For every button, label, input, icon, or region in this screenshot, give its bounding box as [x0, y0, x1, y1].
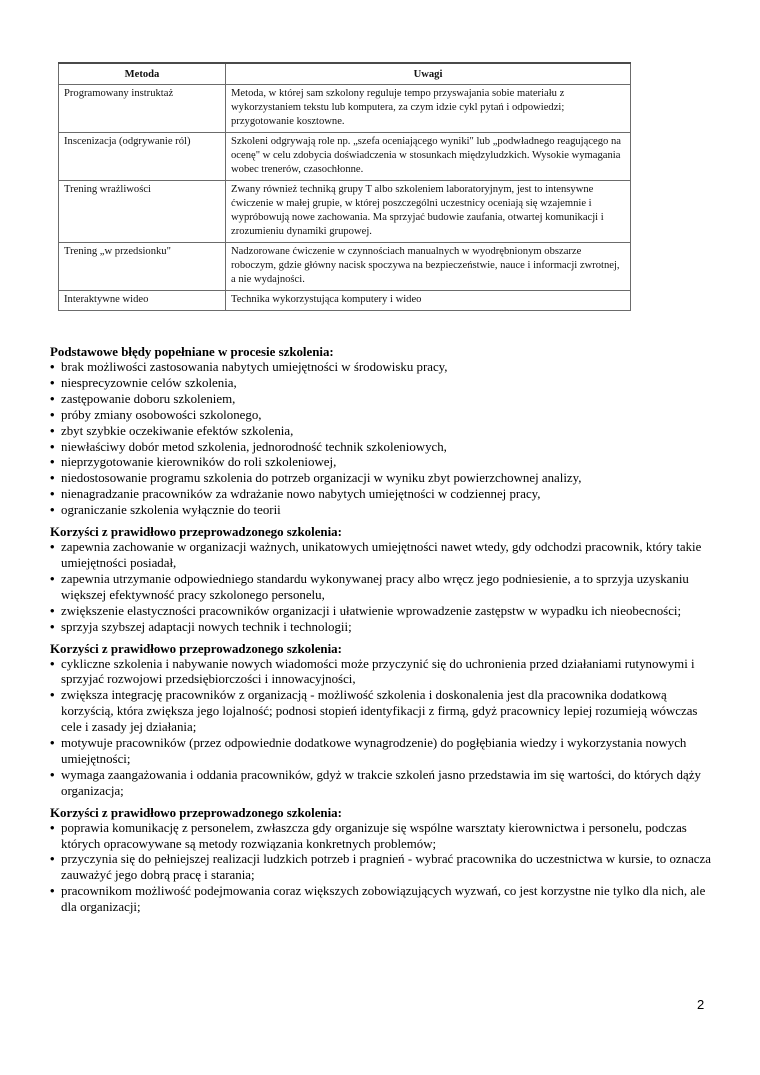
list-item: • niewłaściwy dobór metod szkolenia, jednorodność technik szkoleniowych,	[50, 440, 714, 456]
table-header-row	[59, 63, 631, 85]
page-number: 2	[697, 997, 705, 1012]
notes-cell: Technika wykorzystująca komputery i wideo	[226, 291, 631, 311]
list-item: • próby zmiany osobowości szkolonego,	[50, 408, 714, 424]
column-header-method: Metoda	[59, 63, 226, 85]
list-item: • zwiększa integrację pracowników z organizacją - możliwość szkolenia i doskonalenia jest dla pracownika dodatkową korzyścią, która zwiększa jego lojalność; podnosi stopień identyfikacji z firmą, gdyż pracownicy lepiej rozumieją wówczas cele i zasady jej działania;	[50, 688, 714, 736]
bullet-list	[50, 360, 714, 519]
table-row	[59, 181, 631, 243]
list-item: • pracownikom możliwość podejmowania coraz większych zobowiązujących wyzwań, co jest korzystne nie tylko dla nich, ale dla organizacji;	[50, 884, 714, 916]
list-item: • niesprecyzownie celów szkolenia,	[50, 376, 714, 392]
list-item: • nienagradzanie pracowników za wdrażanie nowo nabytych umiejętności w codziennej pracy,	[50, 487, 714, 503]
section-heading: Korzyści z prawidłowo przeprowadzonego szkolenia:	[50, 641, 342, 656]
method-cell: Programowany instruktaż	[59, 85, 226, 133]
notes-cell: Metoda, w której sam szkolony reguluje tempo przyswajania sobie materiału z wykorzystaniem tekstu lub komputera, za czym idzie cykl pytań i odpowiedzi; przygotowanie kosztowne.	[226, 85, 631, 133]
list-item: • wymaga zaangażowania i oddania pracowników, gdyż w trakcie szkoleń jasno przedstawia im się wartości, do których dąży organizacja;	[50, 768, 714, 800]
list-item: • zwiększenie elastyczności pracowników organizacji i ułatwienie wprowadzenie zastępstw w wypadku ich nieobecności;	[50, 604, 714, 620]
notes-cell: Zwany również techniką grupy T albo szkoleniem laboratoryjnym, jest to intensywne ćwiczenie w małej grupie, w której poszczególni uczestnicy oceniają się wzajemnie i wypróbowują nowe zachowania. Ma sprzyjać budowie zaufania, otwartej komunikacji i zrozumieniu dynamiki grupowej.	[226, 181, 631, 243]
notes-cell: Szkoleni odgrywają role np. „szefa oceniającego wyniki" lub „podwładnego reagującego na ocenę" w celu zdobycia doświadczenia w stosunkach międzyludzkich. Wysokie wymagania wobec trenerów, czasochłonne.	[226, 133, 631, 181]
table-row	[59, 85, 631, 133]
table-row	[59, 291, 631, 311]
list-item: • zapewnia zachowanie w organizacji ważnych, unikatowych umiejętności nawet wtedy, gdy odchodzi pracownik, który takie umiejętności posiadał,	[50, 540, 714, 572]
list-item: • zastępowanie doboru szkoleniem,	[50, 392, 714, 408]
list-item: • sprzyja szybszej adaptacji nowych technik i technologii;	[50, 620, 714, 636]
method-cell: Trening „w przedsionku"	[59, 243, 226, 291]
table-row	[59, 133, 631, 181]
list-item: • ograniczanie szkolenia wyłącznie do teorii	[50, 503, 714, 519]
section-benefits-2	[50, 641, 714, 800]
section-benefits-1	[50, 524, 714, 635]
list-item: • brak możliwości zastosowania nabytych umiejętności w środowisku pracy,	[50, 360, 714, 376]
table-row	[59, 243, 631, 291]
section-heading: Podstawowe błędy popełniane w procesie szkolenia:	[50, 345, 334, 359]
section-heading: Korzyści z prawidłowo przeprowadzonego szkolenia:	[50, 805, 342, 820]
column-header-notes: Uwagi	[226, 63, 631, 85]
list-item: • poprawia komunikację z personelem, zwłaszcza gdy organizuje się wspólne warsztaty kierownictwa i personelu, podczas których opracowywane są metody rozwiązania konkretnych problemów;	[50, 821, 714, 853]
bullet-list	[50, 821, 714, 916]
notes-cell: Nadzorowane ćwiczenie w czynnościach manualnych w wyodrębnionym obszarze roboczym, gdzie główny nacisk spoczywa na bezpieczeństwie, nauce i informacji zwrotnej, a nie wydajności.	[226, 243, 631, 291]
section-training-errors	[50, 344, 714, 519]
bullet-list	[50, 540, 714, 635]
section-benefits-3	[50, 805, 714, 916]
list-item: • motywuje pracowników (przez odpowiednie dodatkowe wynagrodzenie) do pogłębiania wiedzy i wykorzystania nowych umiejętności;	[50, 736, 714, 768]
list-item: • przyczynia się do pełniejszej realizacji ludzkich potrzeb i pragnień - wybrać pracownika do uczestnictwa w kursie, to oznacza zauważyć jego dobrą pracę i starania;	[50, 852, 714, 884]
body-text	[50, 344, 714, 916]
list-item: • nieprzygotowanie kierowników do roli szkoleniowej,	[50, 455, 714, 471]
list-item: • niedostosowanie programu szkolenia do potrzeb organizacji w wyniku zbyt powierzchownej analizy,	[50, 471, 714, 487]
list-item: • zapewnia utrzymanie odpowiedniego standardu wykonywanej pracy albo wręcz jego podniesienie, a to sprzyja uzyskaniu większej efektywność pracy szkolonego personelu,	[50, 572, 714, 604]
section-heading: Korzyści z prawidłowo przeprowadzonego szkolenia:	[50, 525, 342, 540]
list-item: • zbyt szybkie oczekiwanie efektów szkolenia,	[50, 424, 714, 440]
method-cell: Trening wrażliwości	[59, 181, 226, 243]
bullet-list	[50, 657, 714, 800]
training-methods-table	[58, 62, 631, 311]
list-item: • cykliczne szkolenia i nabywanie nowych wiadomości może przyczynić się do uchronienia przed działaniami rutynowymi i sprzyjać rozwojowi przedsiębiorczości i innowacyjności,	[50, 657, 714, 689]
method-cell: Interaktywne wideo	[59, 291, 226, 311]
method-cell: Inscenizacja (odgrywanie ról)	[59, 133, 226, 181]
